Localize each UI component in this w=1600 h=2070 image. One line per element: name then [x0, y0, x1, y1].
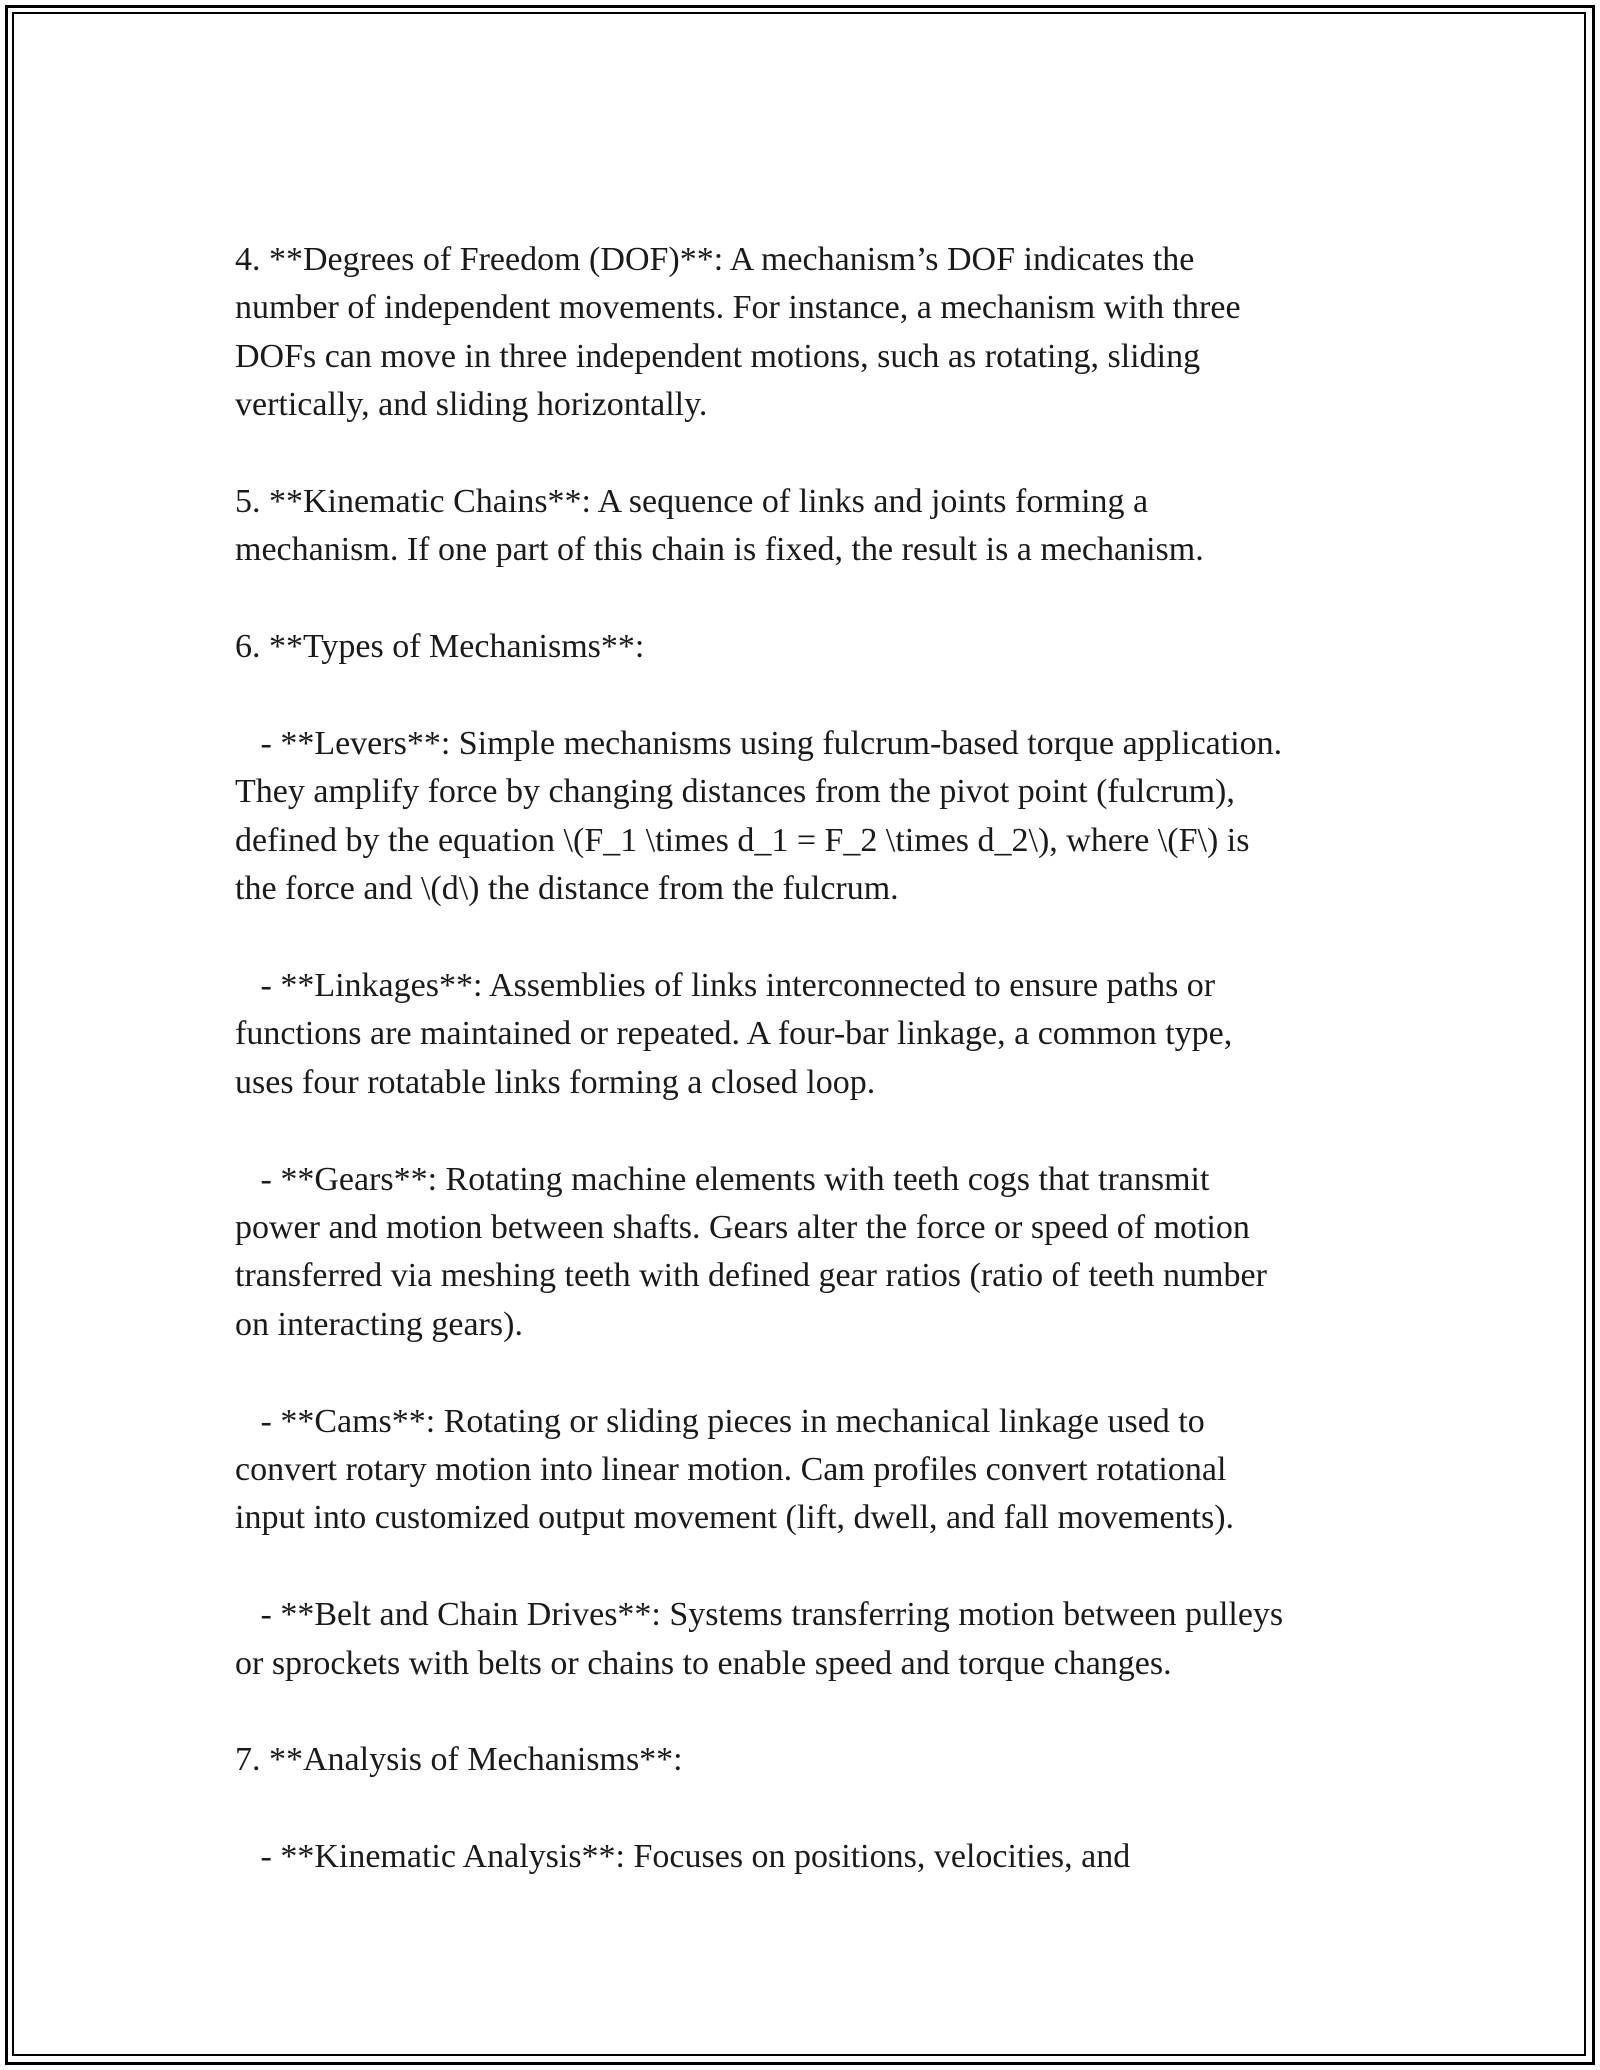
paragraph-dof: 4. **Degrees of Freedom (DOF)**: A mechanism’s DOF indicates the number of independent movements. For instance, a mechanism with three DOFs can move in three independent motions, such as rotating, sliding vertically, and sliding horizontally.: [235, 241, 1241, 424]
paragraph-belt-chain-drives: - **Belt and Chain Drives**: Systems transferring motion between pulleys or sprockets with belts or chains to enable speed and torque changes.: [235, 1596, 1284, 1682]
paragraph-cams: - **Cams**: Rotating or sliding pieces in mechanical linkage used to convert rotary motion into linear motion. Cam profiles convert rotational input into customized output movement (lift, dwell, and fall movements).: [235, 1402, 1235, 1537]
paragraph-types-heading: 6. **Types of Mechanisms**:: [235, 628, 645, 666]
paragraph-kinematic-analysis: - **Kinematic Analysis**: Focuses on positions, velocities, and: [235, 1838, 1131, 1876]
paragraph-linkages: - **Linkages**: Assemblies of links interconnected to ensure paths or functions are maintained or repeated. A four-bar linkage, a common type, uses four rotatable links forming a closed loop.: [235, 967, 1233, 1101]
document-body: [235, 236, 1395, 1930]
paragraph-analysis-heading: 7. **Analysis of Mechanisms**:: [235, 1741, 683, 1779]
paragraph-levers: - **Levers**: Simple mechanisms using fulcrum-based torque application. They amplify force by changing distances from the pivot point (fulcrum), defined by the equation \(F_1 \times d_1 = F_2 \times d_2\), where \(F\) is the force and \(d\) the distance from the fulcrum.: [235, 725, 1283, 908]
paragraph-gears: - **Gears**: Rotating machine elements with teeth cogs that transmit power and motion between shafts. Gears alter the force or speed of motion transferred via meshing teeth with defined gear ratios (ratio of teeth number on interacting gears).: [235, 1160, 1267, 1343]
paragraph-kinematic-chains: 5. **Kinematic Chains**: A sequence of links and joints forming a mechanism. If one part of this chain is fixed, the result is a mechanism.: [235, 483, 1204, 569]
